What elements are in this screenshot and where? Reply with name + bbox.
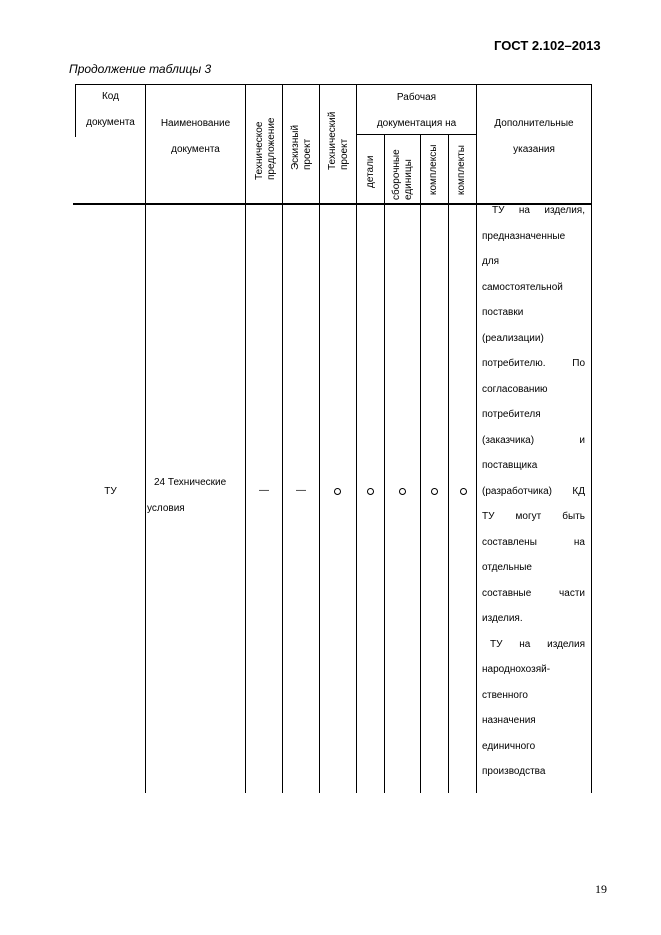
- table-continuation-caption: Продолжение таблицы 3: [69, 62, 212, 76]
- header-code: Код документа: [86, 91, 135, 128]
- note-line: (реализации): [482, 333, 544, 344]
- note-line: предназначенные: [482, 231, 566, 242]
- col-line-parts-assembly: [384, 134, 385, 793]
- cell-code: ТУ: [104, 486, 117, 497]
- note-line: ТУ могут быть: [482, 511, 585, 522]
- header-tech-project: Технический проект: [327, 111, 350, 170]
- table-top-border: [75, 84, 591, 85]
- note-line: согласованию: [482, 384, 548, 395]
- header-sketch-project: Эскизный проект: [290, 124, 313, 170]
- col-line-tp-ep: [282, 84, 283, 793]
- header-tech-proposal: Техническое предложение: [254, 117, 277, 180]
- note-line: (заказчика) и: [482, 435, 585, 446]
- col-line-ep-tproj: [319, 84, 320, 793]
- cell-assembly-circle: [399, 488, 406, 495]
- cell-name: 24 Технические условия: [147, 477, 227, 514]
- note-line: поставщика: [482, 460, 538, 471]
- header-notes: Дополнительные указания: [494, 118, 574, 155]
- note-line: назначения: [482, 715, 536, 726]
- header-complexes: комплексы: [428, 144, 439, 195]
- standard-title: ГОСТ 2.102–2013: [494, 38, 601, 53]
- cell-tech-proposal: —: [259, 485, 269, 496]
- header-parts: детали: [365, 155, 376, 188]
- cell-kits-circle: [460, 488, 467, 495]
- page-number: 19: [595, 882, 607, 896]
- note-line: (разработчика) КД: [482, 486, 585, 497]
- note-line: отдельные: [482, 562, 532, 573]
- note-line: изделия.: [482, 613, 523, 624]
- header-kits: комплекты: [456, 145, 467, 195]
- note-line: самостоятельной: [482, 282, 563, 293]
- header-name: Наименование документа: [160, 118, 231, 155]
- cell-tech-project-circle: [334, 488, 341, 495]
- col-line-tproj-parts: [356, 84, 357, 793]
- note-line: ТУ на изделия: [490, 639, 585, 650]
- note-line: составлены на: [482, 537, 585, 548]
- cell-parts-circle: [367, 488, 374, 495]
- header-assembly: сборочные единицы: [391, 149, 414, 200]
- cell-complexes-circle: [431, 488, 438, 495]
- col-line-name-tp: [245, 84, 246, 793]
- note-line: составные части: [482, 588, 585, 599]
- header-working-docs: Рабочая документация на: [376, 92, 457, 129]
- note-line: потребителя: [482, 409, 541, 420]
- col-line-assembly-complexes: [420, 134, 421, 793]
- note-line: для: [482, 256, 500, 267]
- note-line: народнохозяй-: [482, 664, 551, 675]
- note-line: производства: [482, 766, 546, 777]
- cell-sketch-project: —: [296, 485, 306, 496]
- col-line-notes-right: [591, 84, 592, 793]
- col-line-complexes-kits: [448, 134, 449, 793]
- col-line-kits-notes: [476, 84, 477, 793]
- col-line-code-name: [145, 84, 146, 793]
- note-line: ственного: [482, 690, 528, 701]
- note-line: потребителю. По: [482, 358, 585, 369]
- note-line: поставки: [482, 307, 524, 318]
- note-line: единичного: [482, 741, 536, 752]
- note-line: ТУ на изделия,: [492, 205, 585, 216]
